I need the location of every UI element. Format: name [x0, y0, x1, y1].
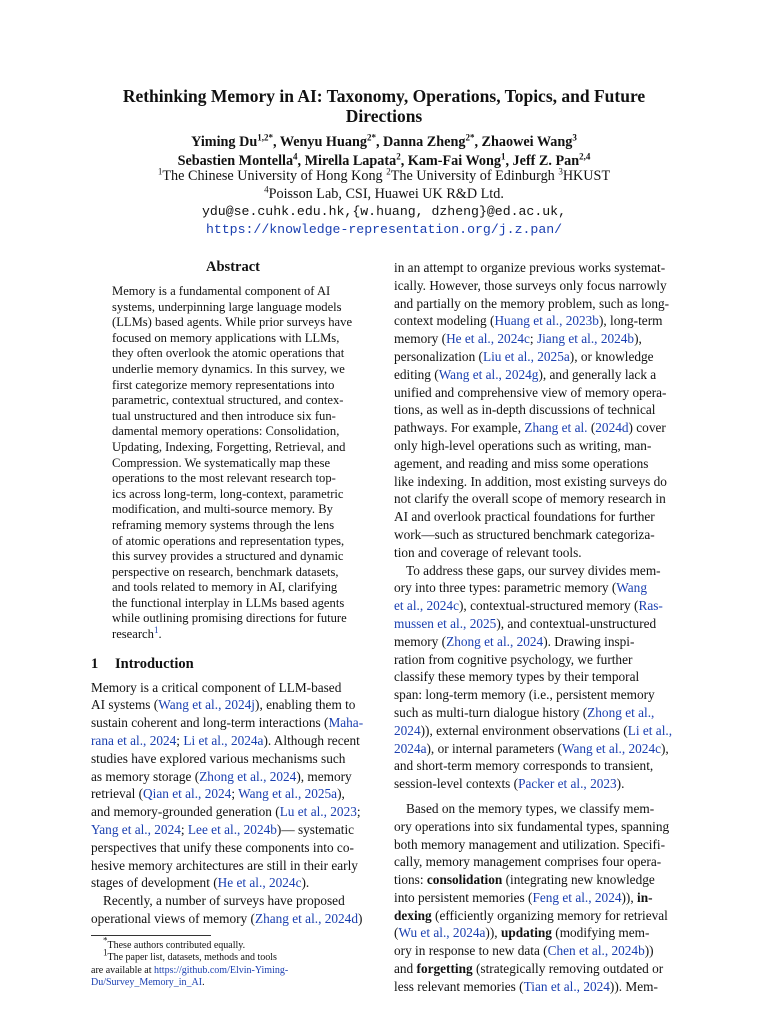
text-run: personalization (: [394, 348, 483, 364]
citation-link[interactable]: Wu et al., 2024a: [398, 925, 486, 941]
author-affiliation-mark: 3: [572, 132, 577, 143]
affiliation-mark: 1: [157, 166, 163, 177]
abstract-line: Memory is a fundamental component of AI: [112, 284, 331, 298]
citation-link[interactable]: Lee et al., 2024b: [187, 822, 277, 838]
text-run: (integrating new knowledge: [502, 872, 655, 888]
text-run: ), long-term: [598, 313, 663, 329]
text-run: memory (: [394, 633, 447, 649]
text-line: [394, 437, 678, 455]
text-line: [394, 907, 678, 925]
text-line: [394, 490, 678, 508]
text-run: (efficiently organizing memory for retrieval: [431, 907, 668, 923]
citation-link[interactable]: Li et al., 2024a: [183, 733, 264, 749]
text-run: sustain coherent and long-term interactions (: [91, 715, 329, 731]
text-line: [91, 910, 375, 928]
text-run: ;: [176, 733, 184, 749]
citation-link[interactable]: Jiang et al., 2024b: [536, 331, 635, 347]
text-line: [91, 857, 375, 875]
repository-link[interactable]: https://github.com/Elvin-Yiming-: [154, 964, 289, 976]
citation-link[interactable]: Packer et al., 2023: [518, 776, 617, 792]
abstract-line: research$^1$.: [112, 624, 162, 642]
citation-link[interactable]: 2024a: [394, 740, 427, 756]
text-run: The paper list, datasets, methods and tools: [107, 952, 277, 964]
text-run: both memory management and utilization. Specifi-: [394, 836, 666, 852]
affiliation-mark: 2: [386, 166, 391, 177]
text-run: ration from cognitive psychology, we further: [394, 651, 633, 667]
abstract-line: and tools related to memory in AI, clarifying: [112, 580, 338, 595]
affiliation-line-1: [60, 167, 708, 185]
text-run: .: [202, 977, 205, 989]
citation-link[interactable]: Huang et al., 2023b: [494, 313, 599, 329]
text-run: studies have explored various mechanisms such: [91, 750, 346, 766]
abstract-line: they often overlook the atomic operations that: [112, 346, 345, 361]
email-addresses: ydu@se.cuhk.edu.hk,{w.huang, dzheng}@ed.ac.uk,: [201, 204, 567, 219]
abstract-line: operations to the most relevant research top-: [112, 471, 336, 486]
abstract-line: reframing memory systems through the lens: [112, 517, 335, 532]
author-name: Mirella Lapata: [304, 153, 397, 169]
affiliation-name: HKUST: [562, 168, 611, 184]
text-line: [394, 508, 678, 526]
text-run: ;: [231, 786, 239, 802]
text-run: )), external environment observations (: [420, 722, 628, 738]
text-line: [394, 295, 678, 313]
affiliation-name: The University of Edinburgh: [390, 168, 555, 184]
text-line: [394, 978, 678, 996]
text-run: ), and contextual-unstructured: [496, 615, 657, 631]
text-run: context modeling (: [394, 313, 495, 329]
text-run: ), and generally lack a: [538, 366, 657, 382]
text-run: classify these memory types by their temporal: [394, 669, 640, 685]
citation-link[interactable]: Wang et al., 2024c: [562, 740, 661, 756]
text-line: [394, 259, 678, 277]
text-run: ),: [337, 786, 345, 802]
text-run: ), memory: [296, 768, 352, 784]
citation-link[interactable]: Wang et al., 2024g: [438, 366, 539, 382]
citation-link[interactable]: Liu et al., 2025a: [482, 348, 570, 364]
right-column: [394, 259, 678, 996]
abstract-line: this survey provides a structured and dynamic: [112, 549, 344, 564]
text-line: [91, 803, 375, 821]
author-name: Kam-Fai Wong: [407, 153, 501, 169]
text-run: ory operations into six fundamental types, spanning: [394, 818, 670, 834]
section-heading-introduction: [91, 655, 375, 673]
text-line: [394, 419, 678, 437]
text-line: [394, 455, 678, 473]
citation-link[interactable]: Qian et al., 2024: [143, 786, 232, 802]
citation-link[interactable]: Wang et al., 2024j: [158, 697, 256, 713]
text-line: [394, 401, 678, 419]
citation-link[interactable]: Feng et al., 2024: [532, 889, 622, 905]
citation-link[interactable]: Wang et al., 2025a: [238, 786, 338, 802]
author-name: Sebastien Montella: [177, 153, 294, 169]
text-line: [91, 892, 375, 910]
text-line: [394, 597, 678, 615]
text-run: ) cover: [628, 420, 666, 436]
text-run: )),: [621, 889, 638, 905]
text-line: [91, 732, 375, 750]
footnotes: [91, 935, 375, 990]
text-line: [394, 722, 678, 740]
text-line: [91, 696, 375, 714]
text-run: )),: [485, 925, 501, 941]
text-line: [91, 839, 375, 857]
text-run: and: [394, 961, 417, 977]
text-line: [91, 785, 375, 803]
bold-term: dexing: [394, 907, 432, 923]
author-line-1: Yiming $Du^{1,2*}$, Wenyu Huang$^{2*}$, Danna Zheng$^{2*}$, Zhaowei Wang$^3$: [191, 132, 577, 150]
abstract-line: modification, and multi-source memory. By: [112, 502, 333, 517]
text-run: AI and overlook practical foundations for further: [394, 509, 655, 525]
author-name: Wenyu Huang: [279, 134, 367, 150]
paper-title: Rethinking Memory in AI: Taxonomy, Operations, Topics, and Future Directions: [122, 86, 646, 126]
text-line: [394, 889, 678, 907]
footnote-line: [91, 935, 375, 953]
text-run: span: long-term memory (i.e., persistent memory: [394, 687, 655, 703]
text-run: session-level contexts (: [394, 776, 519, 792]
text-run: Based on the memory types, we classify mem-: [406, 800, 655, 816]
text-run: ). Drawing inspi-: [543, 633, 635, 649]
text-line: [394, 633, 678, 651]
repository-link[interactable]: Du/Survey_Memory_in_AI: [91, 977, 203, 989]
text-line: [394, 800, 678, 818]
text-run: not clarify the overall scope of memory research in: [394, 491, 666, 507]
text-line: [394, 836, 678, 854]
text-run: stages of development (: [91, 875, 218, 891]
text-run: )): [644, 943, 654, 959]
footnote-line: [91, 947, 375, 965]
footnote-line: [91, 977, 375, 990]
text-run: and short-term memory corresponds to transient,: [394, 758, 654, 774]
text-line: [394, 740, 678, 758]
text-line: [394, 312, 678, 330]
author-affiliation-mark: 4: [293, 151, 298, 162]
text-run: such as multi-turn dialogue history (: [394, 704, 588, 720]
text-line: [91, 750, 375, 768]
abstract-line: first categorize memory representations into: [112, 377, 335, 392]
citation-link[interactable]: Wang: [616, 580, 647, 596]
text-run: (: [587, 420, 596, 436]
text-line: [394, 348, 678, 366]
text-run: ),: [661, 740, 669, 756]
citation-link[interactable]: rana et al., 2024: [91, 733, 177, 749]
text-line: [394, 579, 678, 597]
author-affiliation-mark: 1,2*: [257, 132, 273, 143]
text-run: in an attempt to organize previous works systemat-: [394, 260, 666, 275]
footnote-line: [91, 965, 375, 978]
affiliation-mark: 4: [264, 184, 269, 195]
citation-link[interactable]: mussen et al., 2025: [394, 615, 497, 631]
text-run: To address these gaps, our survey divides mem-: [406, 562, 661, 578]
text-run: ;: [529, 331, 537, 347]
left-column: [91, 258, 375, 990]
text-run: ).: [616, 776, 625, 792]
abstract-line: parametric, contextual structured, and contex-: [112, 393, 344, 408]
text-run: )— systematic: [276, 822, 355, 838]
citation-link[interactable]: et al., 2024c: [394, 598, 459, 614]
text-line: [394, 651, 678, 669]
text-run: operational views of memory (: [91, 911, 255, 927]
text-run: ), enabling them to: [255, 697, 356, 713]
text-line: [91, 679, 375, 697]
citation-link[interactable]: Zhang et al.: [524, 420, 588, 436]
text-run: work—such as structured benchmark categoriza-: [394, 526, 655, 542]
text-run: Recently, a number of surveys have proposed: [103, 893, 345, 909]
affiliation-name: The Chinese University of Hong Kong: [162, 168, 383, 184]
text-run: tion and coverage of relevant tools.: [394, 544, 582, 560]
footnote-ref[interactable]: 1: [153, 624, 159, 635]
text-run: retrieval (: [91, 786, 144, 802]
text-line: [394, 775, 678, 793]
text-run: tions, as well as in-depth discussions of technical: [394, 402, 656, 418]
abstract-line: while outlining promising directions for future: [112, 611, 347, 626]
citation-link[interactable]: Li et al.,: [627, 722, 673, 738]
author-name: Yiming Du: [191, 134, 258, 150]
text-run: ), contextual-structured memory (: [459, 598, 639, 614]
paragraph-gap: [394, 793, 678, 800]
text-run: ), or knowledge: [569, 348, 654, 364]
text-run: ;: [356, 804, 361, 820]
abstract-line: damental memory operations: Consolidation,: [112, 424, 340, 439]
text-run: hesive memory architectures are still in their early: [91, 857, 358, 873]
citation-link[interactable]: Zhong et al.,: [587, 704, 655, 720]
introduction-body-right: [394, 259, 678, 996]
text-line: [91, 821, 375, 839]
abstract-line: ics across long-term, long-context, parametric: [112, 486, 344, 501]
text-line: [394, 686, 678, 704]
abstract-body: [91, 284, 375, 643]
footnote-mark: 1: [103, 947, 108, 958]
text-run: pathways. For example,: [394, 420, 525, 436]
bold-term: forgetting: [416, 961, 473, 977]
affiliations: [60, 167, 708, 203]
text-run: memory (: [394, 331, 447, 347]
section-number: 1: [91, 655, 99, 672]
author-affiliation-mark: 2: [396, 151, 401, 162]
text-line: [394, 526, 678, 544]
author-homepage-link[interactable]: https://knowledge-representation.org/j.z.pan/: [205, 222, 563, 237]
citation-link[interactable]: Maha-: [328, 715, 364, 731]
text-line: [394, 757, 678, 775]
text-line: [394, 615, 678, 633]
citation-link[interactable]: He et al., 2024c: [217, 875, 302, 891]
text-run: AI systems (: [91, 697, 159, 713]
text-line: [91, 768, 375, 786]
text-run: ory in response to new data (: [394, 943, 548, 959]
citation-link[interactable]: Zhong et al., 2024: [446, 633, 544, 649]
citation-link[interactable]: Chen et al., 2024b: [547, 943, 645, 959]
text-run: ), or internal parameters (: [426, 740, 562, 756]
text-run: perspectives that unify these components into co-: [91, 839, 354, 855]
text-line: [394, 384, 678, 402]
citation-link[interactable]: Yang et al., 2024: [91, 822, 181, 838]
author-affiliation-mark: 1: [500, 151, 506, 162]
abstract-heading: Abstract: [206, 259, 260, 275]
abstract-line: Compression. We systematically map these: [112, 455, 331, 470]
citation-link[interactable]: 2024d: [595, 420, 629, 436]
citation-link[interactable]: Ras-: [638, 598, 663, 614]
text-line: [394, 544, 678, 562]
text-line: [394, 704, 678, 722]
abstract-line: focused on memory applications with LLMs,: [112, 330, 340, 345]
text-run: ),: [634, 331, 642, 347]
footnote-divider: [91, 935, 211, 936]
abstract-line: perspective on research, benchmark datasets,: [112, 564, 339, 579]
abstract-line: the functional interplay in LLMs based agents: [112, 595, 345, 610]
text-run: ). Although recent: [263, 733, 360, 749]
text-run: and memory-grounded generation (: [91, 804, 280, 820]
text-run: ically. However, those surveys only focus narrowly: [394, 277, 667, 293]
citation-link[interactable]: Tian et al., 2024: [523, 978, 610, 994]
citation-link[interactable]: Zhang et al., 2024d: [254, 911, 358, 927]
text-run: only high-level operations such as writing, man-: [394, 437, 652, 453]
text-line: [394, 818, 678, 836]
text-run: ory into three types: parametric memory (: [394, 580, 617, 596]
text-run: Memory is a critical component of LLM-based: [91, 679, 342, 695]
text-line: [394, 330, 678, 348]
text-line: [394, 366, 678, 384]
abstract-line: underlie memory dynamics. In this survey, we: [112, 361, 345, 376]
text-run: like indexing. In addition, most existing surveys do: [394, 473, 667, 489]
author-name: Jeff Z. Pan: [512, 153, 580, 169]
text-run: are available at: [91, 964, 155, 976]
bold-term: consolidation: [426, 872, 503, 888]
text-run: into persistent memories (: [394, 889, 533, 905]
text-run: and partially on the memory problem, such as long-: [394, 295, 670, 311]
citation-link[interactable]: Lu et al., 2023: [279, 804, 357, 820]
author-name: Danna Zheng: [383, 134, 466, 150]
section-title: Introduction: [115, 655, 194, 672]
author-affiliation-mark: 2*: [366, 132, 376, 143]
footnote-mark: *: [103, 935, 108, 946]
affiliation-name: Poisson Lab, CSI, Huawei UK R&D Ltd.: [268, 186, 504, 202]
text-line: [394, 473, 678, 491]
author-affiliation-mark: 2*: [465, 132, 475, 143]
text-line: [91, 714, 375, 732]
text-line: [91, 874, 375, 892]
contact-block: [60, 203, 708, 239]
text-run: (: [394, 925, 399, 941]
abstract-line: Updating, Indexing, Forgetting, Retrieval, and: [112, 439, 346, 454]
text-run: (modifying mem-: [551, 925, 650, 941]
affiliation-line-2: [60, 185, 708, 203]
text-run: editing (: [394, 366, 439, 382]
abstract-line: systems, underpinning large language models: [112, 299, 342, 314]
text-line: [394, 960, 678, 978]
author-line-2: Sebastien Montella$^4$, Mirella Lapata$^2$, Kam-Fai Wong$^1$, Jeff Z. Pan$^{2,4}$: [177, 151, 591, 169]
abstract-line: of atomic operations and representation types,: [112, 533, 345, 548]
text-line: [394, 853, 678, 871]
text-run: as memory storage (: [91, 768, 200, 784]
bold-term: in-: [637, 889, 653, 905]
text-run: ).: [301, 875, 310, 891]
text-line: [394, 924, 678, 942]
text-line: [394, 277, 678, 295]
text-run: (strategically removing outdated or: [472, 961, 664, 977]
abstract-line: tual unstructured and then introduce six fun-: [112, 408, 336, 423]
text-line: [394, 942, 678, 960]
text-run: ;: [180, 822, 188, 838]
text-line: [394, 668, 678, 686]
text-line: [394, 562, 678, 580]
author-name: Zhaowei Wang: [481, 134, 573, 150]
abstract-line: (LLMs) based agents. While prior surveys have: [112, 315, 353, 330]
text-run: less relevant memories (: [394, 978, 524, 994]
text-run: ): [357, 911, 363, 927]
text-run: tions:: [394, 872, 427, 888]
bold-term: updating: [500, 925, 552, 941]
citation-link[interactable]: He et al., 2024c: [446, 331, 530, 347]
introduction-body-left: [91, 679, 375, 928]
author-affiliation-mark: 2,4: [579, 151, 591, 162]
citation-link[interactable]: 2024: [394, 722, 421, 738]
text-run: )). Mem-: [609, 978, 658, 994]
text-run: unified and comprehensive view of memory opera-: [394, 384, 667, 400]
citation-link[interactable]: Zhong et al., 2024: [199, 768, 297, 784]
text-line: [394, 871, 678, 889]
text-run: agement, and reading and miss some operations: [394, 455, 649, 471]
text-run: cally, memory management comprises four opera-: [394, 854, 662, 870]
text-run: These authors contributed equally.: [107, 939, 246, 951]
affiliation-mark: 3: [558, 166, 563, 177]
